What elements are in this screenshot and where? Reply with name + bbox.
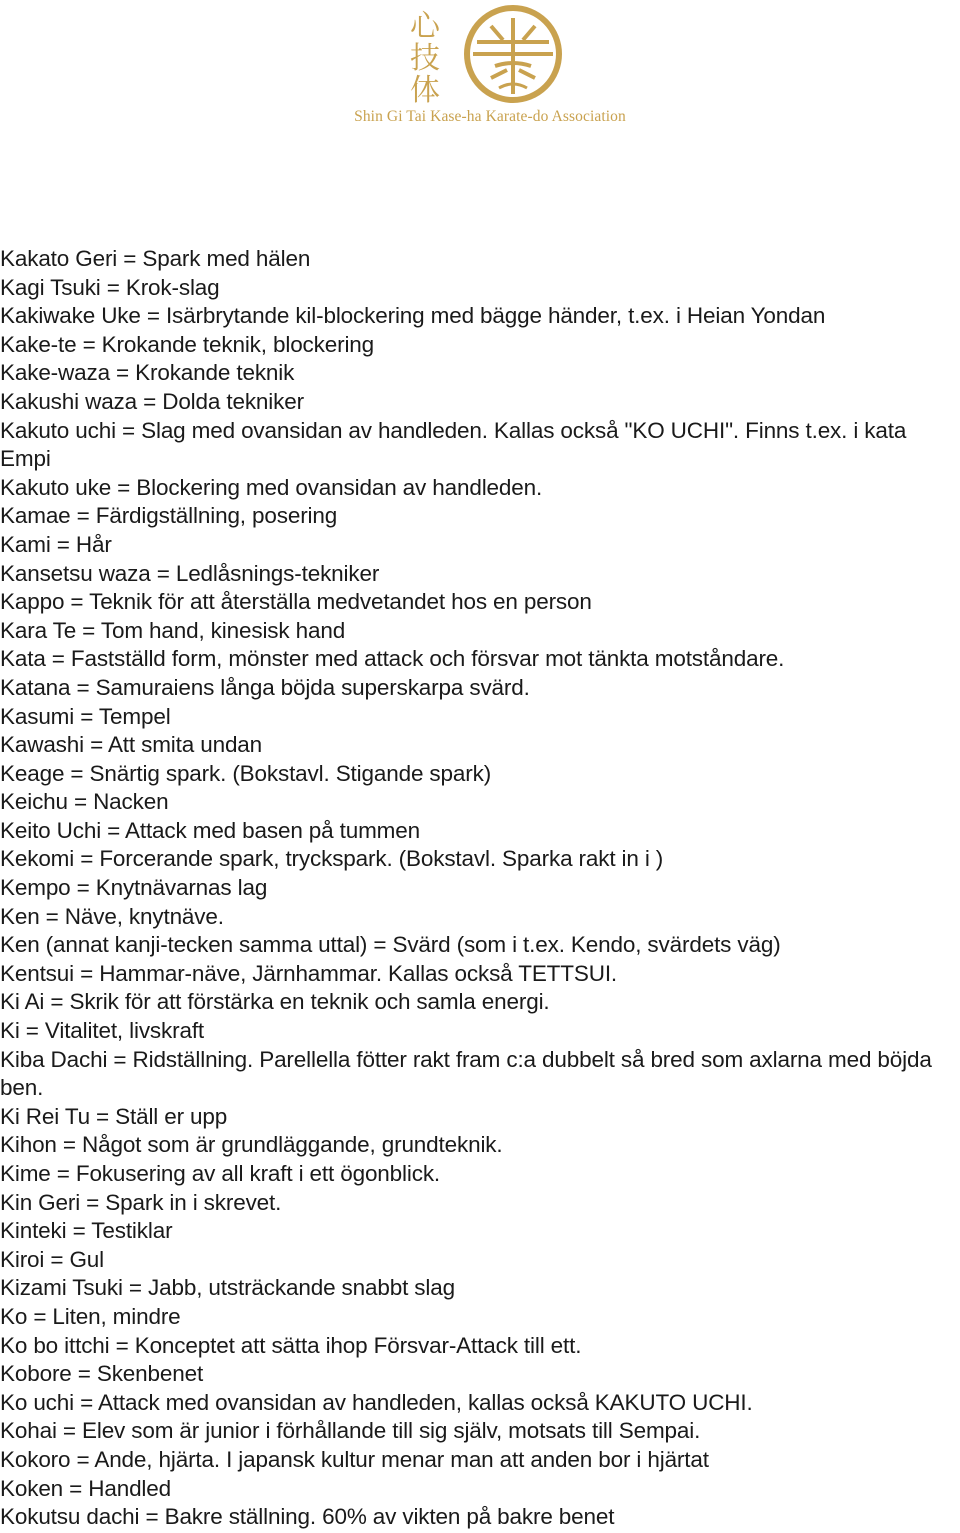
glossary-entry: Koken = Handled [0, 1475, 172, 1501]
association-logo [395, 4, 575, 108]
glossary-entry: Kokutsu dachi = Bakre ställning. 60% av vikten på bakre benet [0, 1504, 615, 1530]
glossary-entry: Kata = Fastställd form, mönster med attack och försvar mot tänkta motståndare. [0, 646, 785, 672]
glossary-entry: Ko bo ittchi = Konceptet att sätta ihop Försvar-Attack till ett. [0, 1332, 582, 1358]
glossary-entry: Kake-te = Krokande teknik, blockering [0, 331, 375, 357]
glossary-entry: Kakato Geri = Spark med hälen [0, 246, 311, 271]
logo-kanji-tai: 体 [410, 73, 440, 108]
glossary-entry: Ken (annat kanji-tecken samma uttal) = Svärd (som i t.ex. Kendo, svärdets väg) [0, 932, 781, 958]
glossary-entry: Kasumi = Tempel [0, 703, 171, 729]
glossary-entry: Kiba Dachi = Ridställning. Parellella fötter rakt fram c:a dubbelt så bred som axlarna med böjda ben. [0, 1046, 932, 1101]
glossary-entry: Kakuto uke = Blockering med ovansidan av handleden. [0, 474, 543, 500]
glossary-entry: Ken = Näve, knytnäve. [0, 903, 224, 929]
glossary-entry: Kime = Fokusering av all kraft i ett ögonblick. [0, 1161, 441, 1186]
glossary-entry: Kake-waza = Krokande teknik [0, 360, 295, 386]
page-header [0, 0, 960, 140]
glossary-entry: Keage = Snärtig spark. (Bokstavl. Stigande spark) [0, 760, 492, 786]
glossary-entry: Kawashi = Att smita undan [0, 732, 263, 758]
glossary-entry: Katana = Samuraiens långa böjda superskarpa svärd. [0, 674, 530, 700]
glossary-entry: Kentsui = Hammar-näve, Järnhammar. Kallas också TETTSUI. [0, 960, 618, 986]
glossary-entry: Kakushi waza = Dolda tekniker [0, 388, 304, 414]
glossary-entry: Keito Uchi = Attack med basen på tummen [0, 817, 421, 843]
glossary-entry: Keichu = Nacken [0, 789, 169, 815]
glossary-entry: Kakuto uchi = Slag med ovansidan av handleden. Kallas också "KO UCHI". Finns t.ex. i kata Empi [0, 417, 907, 472]
glossary-entry: Kizami Tsuki = Jabb, utsträckande snabbt slag [0, 1275, 455, 1301]
glossary-entry: Ki Ai = Skrik för att förstärka en teknik och samla energi. [0, 989, 550, 1015]
glossary-entry: Kagi Tsuki = Krok-slag [0, 274, 220, 300]
glossary-entry: Kappo = Teknik för att återställa medvetandet hos en person [0, 589, 592, 615]
glossary-entry: Kihon = Något som är grundläggande, grundteknik. [0, 1132, 503, 1158]
glossary-list [0, 245, 960, 1532]
logo-kanji-gi: 技 [410, 41, 440, 76]
glossary-entry: Kakiwake Uke = Isärbrytande kil-blockering med bägge händer, t.ex. i Heian Yondan [0, 303, 826, 329]
glossary-entry: Kansetsu waza = Ledlåsnings-tekniker [0, 560, 380, 586]
glossary-entry: Ki = Vitalitet, livskraft [0, 1018, 205, 1044]
glossary-entry: Ko = Liten, mindre [0, 1303, 181, 1329]
glossary-entry: Ko uchi = Attack med ovansidan av handleden, kallas också KAKUTO UCHI. [0, 1389, 753, 1415]
glossary-entry: Kobore = Skenbenet [0, 1361, 204, 1387]
glossary-entry: Kohai = Elev som är junior i förhållande till sig själv, motsats till Sempai. [0, 1418, 701, 1444]
glossary-entry: Kempo = Knytnävarnas lag [0, 875, 268, 901]
association-name: Shin Gi Tai Kase-ha Karate-do Association [354, 108, 626, 125]
glossary-entry: Ki Rei Tu = Ställ er upp [0, 1103, 228, 1129]
glossary-entry: Kami = Hår [0, 531, 112, 557]
logo-kanji-shin: 心 [410, 9, 440, 44]
glossary-entry: Kin Geri = Spark in i skrevet. [0, 1189, 282, 1215]
glossary-entry: Kokoro = Ande, hjärta. I japansk kultur menar man att anden bor i hjärtat [0, 1446, 709, 1472]
glossary-entry: Kara Te = Tom hand, kinesisk hand [0, 617, 346, 643]
glossary-entry: Kinteki = Testiklar [0, 1218, 173, 1244]
glossary-entry: Kiroi = Gul [0, 1246, 105, 1272]
glossary-entry: Kekomi = Forcerande spark, tryckspark. (Bokstavl. Sparka rakt in i ) [0, 846, 664, 872]
logo-emblem [467, 8, 559, 100]
glossary-entry: Kamae = Färdigställning, posering [0, 503, 338, 529]
shin-gi-tai-logo-icon [395, 4, 575, 108]
